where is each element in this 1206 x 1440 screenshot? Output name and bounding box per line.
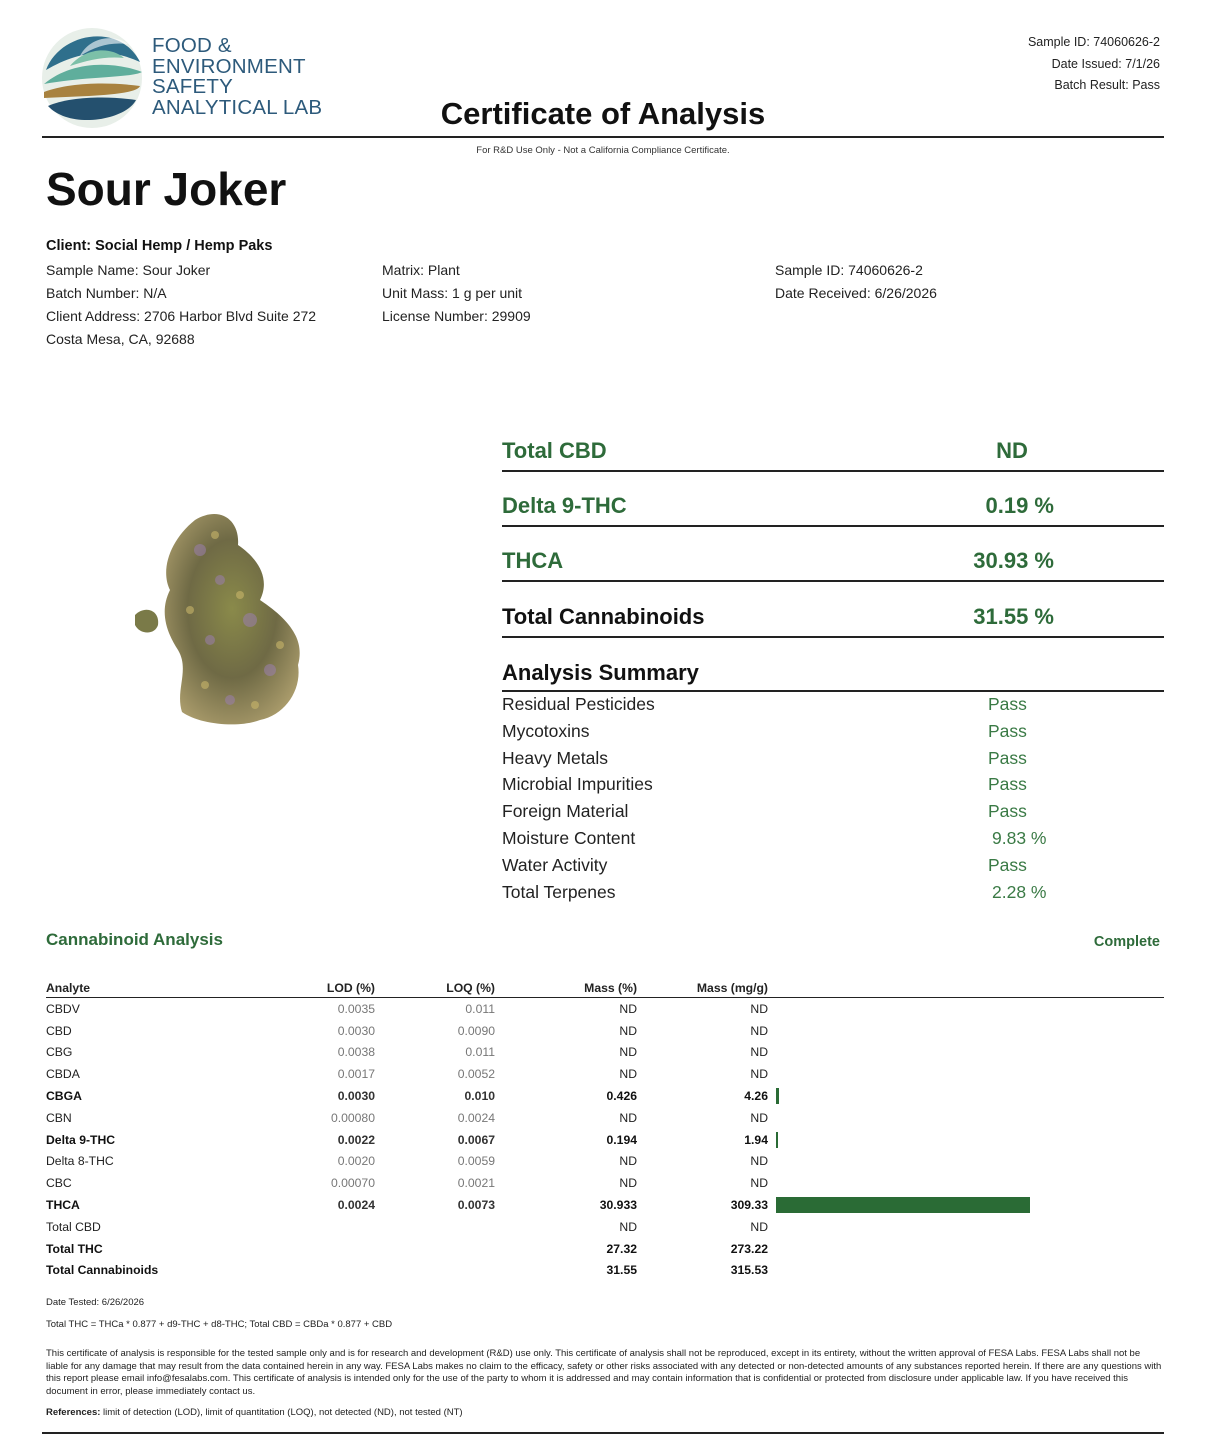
cell-lod: 0.0035 (337, 1001, 375, 1016)
summary-row (502, 721, 1164, 748)
product-photo (120, 500, 320, 750)
cell-bar (768, 1194, 1164, 1216)
cell-mass-mg: ND (750, 1067, 768, 1082)
kv-delta9-thc (502, 469, 1164, 527)
header-sample-id: Sample ID: 74060626-2 (1027, 35, 1160, 49)
kv-value-text: ND (996, 438, 1028, 463)
analysis-summary-list (502, 694, 1164, 908)
date-tested: Date Tested: 6/26/2026 (46, 1297, 145, 1308)
summary-label: Mycotoxins (502, 720, 590, 741)
header-batch-result: Batch Result: Pass (1054, 78, 1160, 92)
analysis-summary-title: Analysis Summary (502, 660, 699, 685)
cell-bar (768, 1172, 1164, 1194)
cell-bar (768, 1085, 1164, 1107)
table-row (46, 1020, 1164, 1042)
product-name: Sour Joker (46, 163, 287, 215)
summary-row (502, 882, 1164, 909)
cell-bar (768, 1107, 1164, 1129)
cell-loq (375, 1238, 495, 1260)
cell-mass-mg: ND (750, 1045, 768, 1060)
batch-number: Batch Number: N/A (46, 285, 167, 301)
cannabinoid-analysis-title: Cannabinoid Analysis (46, 930, 223, 949)
summary-divider (502, 690, 1164, 692)
cell-analyte: THCA (46, 1198, 80, 1213)
client-address: Client Address: 2706 Harbor Blvd Suite 272 (46, 308, 317, 324)
kv-total-cbd (502, 414, 1164, 472)
table-row (46, 1129, 1164, 1151)
cell-mass-pct: ND (619, 1219, 637, 1234)
cell-bar (768, 1151, 1164, 1173)
cell-lod (246, 1216, 375, 1238)
header-loq: LOQ (%) (375, 979, 495, 998)
cell-analyte: CBC (46, 1176, 72, 1191)
cell-analyte: Total THC (46, 1241, 103, 1256)
table-row (46, 1107, 1164, 1129)
cell-mass-pct: ND (619, 1067, 637, 1082)
cell-bar (768, 1020, 1164, 1042)
cell-mass-mg: ND (750, 1001, 768, 1016)
cell-lod (246, 1260, 375, 1282)
cell-mass-mg: ND (750, 1176, 768, 1191)
table-row (46, 1216, 1164, 1238)
kv-label: THCA (502, 548, 564, 573)
cell-mass-pct: ND (619, 1023, 637, 1038)
kv-value: 0.19 % (985, 493, 1054, 518)
cell-loq: 0.0024 (457, 1110, 495, 1125)
cell-loq: 0.0067 (457, 1132, 495, 1147)
table-row (46, 1085, 1164, 1107)
summary-row (502, 694, 1164, 721)
cell-mass-mg: 309.33 (730, 1198, 768, 1213)
cell-mass-pct: 27.32 (606, 1241, 637, 1256)
header-meta (1028, 32, 1160, 97)
cell-mass-mg: ND (750, 1219, 768, 1234)
mass-bar (776, 1132, 778, 1148)
info-column-1 (46, 259, 316, 351)
cell-mass-mg: ND (750, 1110, 768, 1125)
cell-mass-mg: 4.26 (744, 1089, 768, 1104)
cell-mass-pct: 0.426 (606, 1089, 637, 1104)
cell-bar (768, 1238, 1164, 1260)
summary-value: Pass (988, 694, 1027, 714)
top-divider (42, 136, 1164, 138)
table-row (46, 1151, 1164, 1173)
cell-bar (768, 1216, 1164, 1238)
kv-thca (502, 524, 1164, 582)
disclaimer: This certificate of analysis is responsible for the tested sample only and is for research and development (R&D) use only. This certificate of analysis shall not be reproduced, except in its entirety, without the written approval of FESA Labs. FESA Labs shall not be liable for any damage that may result from the data contained herein in any way. FESA Labs makes no claim to the efficacy, safety or other risks associated with any detected or non-detected amounts of any substances reported herein. If there are any questions with this report please email info@fesalabs.com. This certificate of analysis is intended only for the use of the party to whom it is addressed and may contain information that is confidential or protected from disclosure under applicable law. If you have received this document in error, please immediately contact us. (46, 1348, 1162, 1397)
table-row (46, 1238, 1164, 1260)
cell-loq (375, 1260, 495, 1282)
logo-line-3: SAFETY (152, 75, 233, 98)
cell-analyte: CBD (46, 1023, 72, 1038)
cell-mass-mg: 1.94 (744, 1132, 768, 1147)
rd-notice: For R&D Use Only - Not a California Compliance Certificate. (476, 145, 730, 156)
table-row (46, 1194, 1164, 1216)
header-bar (768, 979, 1164, 998)
kv-value: 31.55 % (973, 604, 1054, 629)
cell-bar (768, 1129, 1164, 1151)
bottom-divider (42, 1432, 1164, 1434)
cell-mass-pct: ND (619, 1110, 637, 1125)
cell-lod: 0.00080 (330, 1110, 375, 1125)
summary-row (502, 828, 1164, 855)
cell-analyte: Total CBD (46, 1219, 101, 1234)
summary-value: Pass (988, 747, 1027, 768)
cell-loq (375, 1216, 495, 1238)
cell-loq: 0.0052 (457, 1067, 495, 1082)
cell-mass-pct: ND (619, 1154, 637, 1169)
client-city: Costa Mesa, CA, 92688 (46, 331, 195, 347)
header-lod: LOD (%) (246, 979, 375, 998)
summary-value: Pass (988, 854, 1027, 875)
mass-bar (776, 1088, 779, 1104)
summary-label: Moisture Content (502, 827, 636, 848)
table-row (46, 1260, 1164, 1282)
kv-label: Total CBD (502, 438, 607, 463)
sample-name: Sample Name: Sour Joker (46, 262, 211, 278)
cell-lod: 0.00070 (330, 1176, 375, 1191)
cell-mass-pct: 31.55 (606, 1263, 637, 1278)
cell-lod: 0.0038 (337, 1045, 375, 1060)
cell-lod (246, 1238, 375, 1260)
unit-mass: Unit Mass: 1 g per unit (382, 285, 523, 301)
summary-label: Total Terpenes (502, 881, 616, 902)
logo-line-2: ENVIRONMENT (152, 54, 306, 78)
logo-line-1: FOOD & (152, 34, 232, 57)
document-title: Certificate of Analysis (440, 96, 766, 131)
summary-value: Pass (988, 774, 1027, 795)
total-formula: Total THC = THCa * 0.877 + d9-THC + d8-THC; Total CBD = CBDa * 0.877 + CBD (46, 1319, 393, 1330)
cell-mass-pct: ND (619, 1001, 637, 1016)
cell-lod: 0.0030 (337, 1089, 375, 1104)
cell-analyte: Delta 8-THC (46, 1154, 114, 1169)
summary-label: Residual Pesticides (502, 694, 655, 714)
cannabinoid-table-body (46, 998, 1164, 1282)
cell-analyte: CBG (46, 1045, 73, 1060)
header-mass-mg: Mass (mg/g) (637, 979, 768, 998)
cell-mass-pct: ND (619, 1176, 637, 1191)
references-text: limit of detection (LOD), limit of quantitation (LOQ), not detected (ND), not tested (NT) (100, 1407, 463, 1418)
info-column-2 (382, 259, 531, 328)
cell-lod: 0.0024 (337, 1198, 375, 1213)
cell-mass-pct: ND (619, 1045, 637, 1060)
info-column-3 (775, 259, 937, 305)
summary-row (502, 748, 1164, 775)
cell-lod: 0.0017 (337, 1067, 375, 1082)
summary-label: Foreign Material (502, 801, 629, 822)
summary-value: Pass (988, 801, 1027, 822)
header-mass-pct: Mass (%) (495, 979, 637, 998)
summary-row (502, 774, 1164, 801)
mass-bar (776, 1197, 1030, 1213)
cell-loq: 0.0059 (457, 1154, 495, 1169)
cell-loq: 0.0090 (457, 1023, 495, 1038)
cell-analyte: CBGA (46, 1089, 82, 1104)
references-label: References: (46, 1407, 101, 1418)
references (46, 1407, 463, 1420)
cell-loq: 0.011 (465, 1045, 495, 1060)
date-received: Date Received: 6/26/2026 (775, 285, 937, 301)
cannabinoid-table (46, 979, 1164, 1281)
table-row (46, 998, 1164, 1020)
client-name: Client: Social Hemp / Hemp Paks (46, 238, 273, 254)
cell-lod: 0.0022 (337, 1132, 375, 1147)
cell-loq: 0.0021 (457, 1176, 495, 1191)
cell-lod: 0.0020 (337, 1154, 375, 1169)
kv-value: 30.93 % (973, 548, 1054, 573)
cell-mass-mg: 273.22 (730, 1241, 768, 1256)
cell-lod: 0.0030 (337, 1023, 375, 1038)
cell-mass-pct: 0.194 (606, 1132, 637, 1147)
license-number: License Number: 29909 (382, 308, 531, 324)
cell-bar (768, 998, 1164, 1020)
header-analyte: Analyte (46, 979, 246, 998)
cell-mass-mg: ND (750, 1023, 768, 1038)
cell-analyte: CBDA (46, 1067, 80, 1082)
table-row (46, 1042, 1164, 1064)
table-row (46, 1063, 1164, 1085)
table-header-row (46, 979, 1164, 998)
cell-mass-pct: 30.933 (599, 1198, 637, 1213)
analysis-status: Complete (1093, 934, 1160, 950)
sample-id: Sample ID: 74060626-2 (775, 262, 923, 278)
cell-analyte: Total Cannabinoids (46, 1263, 159, 1278)
kv-label: Delta 9-THC (502, 493, 627, 518)
summary-label: Microbial Impurities (502, 774, 653, 795)
cell-analyte: CBDV (46, 1001, 80, 1016)
summary-value: 2.28 % (992, 881, 1047, 902)
cell-bar (768, 1042, 1164, 1064)
summary-value: Pass (988, 720, 1027, 741)
summary-row (502, 801, 1164, 828)
cell-mass-mg: ND (750, 1154, 768, 1169)
kv-total-cannabinoids (502, 580, 1164, 638)
cell-loq: 0.010 (464, 1089, 495, 1104)
cell-bar (768, 1260, 1164, 1282)
header-date-issued: Date Issued: 7/1/26 (1051, 56, 1160, 71)
cell-bar (768, 1063, 1164, 1085)
summary-label: Heavy Metals (502, 747, 609, 768)
kv-label: Total Cannabinoids (502, 604, 705, 629)
logo-line-4: ANALYTICAL LAB (152, 95, 323, 119)
cell-mass-mg: 315.53 (730, 1263, 768, 1278)
summary-value: 9.83 % (992, 827, 1047, 848)
matrix: Matrix: Plant (382, 262, 460, 278)
cell-loq: 0.011 (465, 1001, 495, 1016)
summary-label: Water Activity (502, 854, 608, 875)
summary-row (502, 855, 1164, 882)
cell-analyte: CBN (46, 1110, 72, 1125)
cell-loq: 0.0073 (457, 1198, 495, 1213)
cell-analyte: Delta 9-THC (46, 1132, 116, 1147)
table-row (46, 1172, 1164, 1194)
